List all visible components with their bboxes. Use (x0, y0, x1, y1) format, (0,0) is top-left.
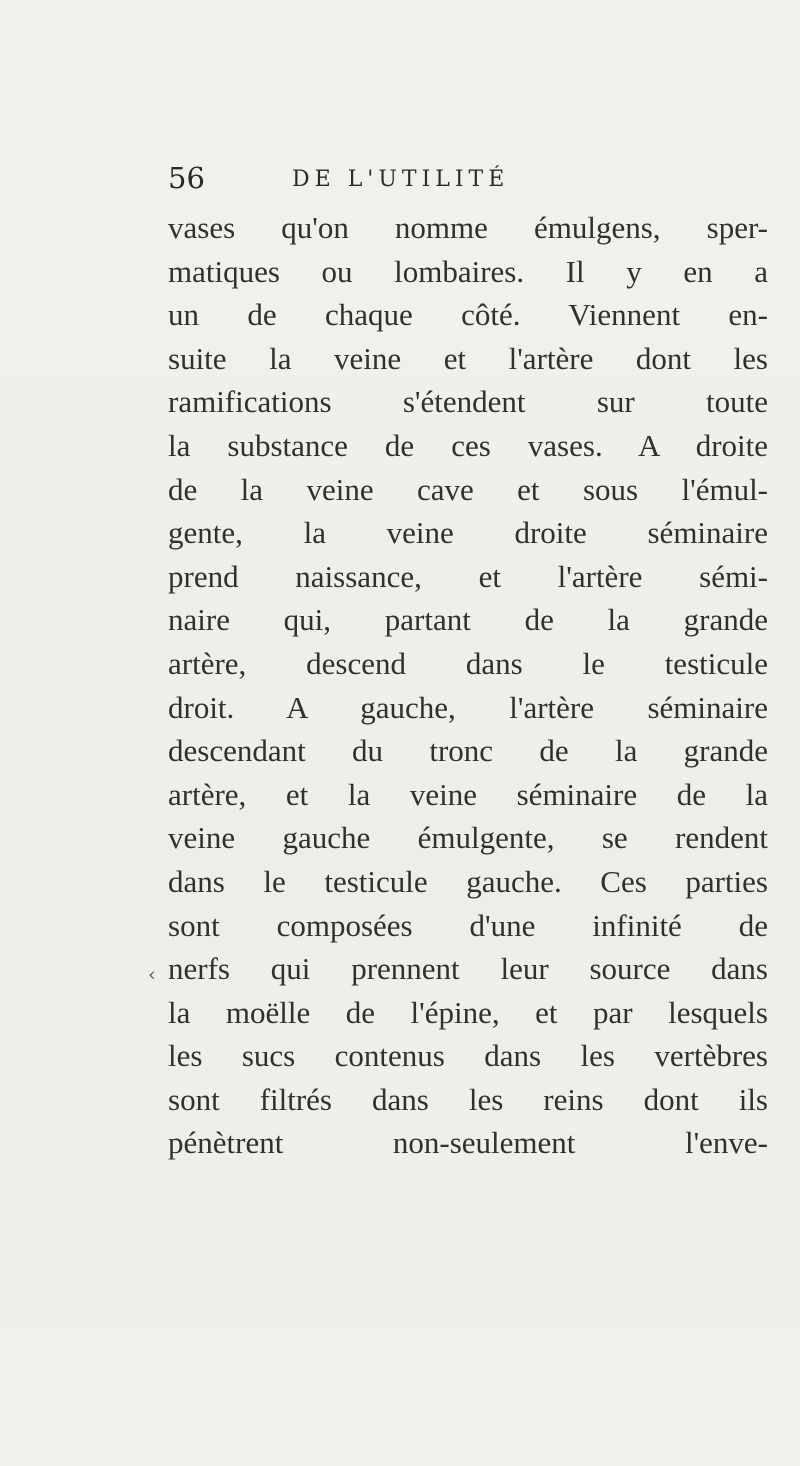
page-number: 56 (168, 161, 205, 195)
running-head: DE L'UTILITÉ (292, 167, 510, 192)
text-line: sont composées d'une infinité de (168, 907, 768, 943)
text-line: vases qu'on nomme émulgens, sper- (168, 210, 768, 245)
text-line: la substance de ces vases. A droite (168, 427, 768, 463)
text-line: de la veine cave et sous l'émul- (168, 471, 768, 507)
text-line: la moëlle de l'épine, et par lesquels (168, 994, 768, 1030)
text-line: nerfs qui prennent leur source dans (168, 951, 768, 987)
text-line: pénètrent non-seulement l'enve- (168, 1125, 768, 1161)
page-header (168, 158, 628, 198)
text-line: suite la veine et l'artère dont les (168, 340, 768, 376)
text-line: gente, la veine droite séminaire (168, 515, 768, 551)
text-line: veine gauche émulgente, se rendent (168, 820, 768, 856)
text-line: droit. A gauche, l'artère séminaire (168, 689, 768, 725)
text-line: matiques ou lombaires. Il y en a (168, 253, 768, 289)
text-line: artère, et la veine séminaire de la (168, 776, 768, 812)
text-line: naire qui, partant de la grande (168, 602, 768, 638)
text-line: artère, descend dans le testicule (168, 645, 768, 681)
text-line: sont filtrés dans les reins dont ils (168, 1081, 768, 1117)
body-text (168, 206, 788, 1165)
margin-mark: ‹ (148, 962, 156, 986)
text-line: les sucs contenus dans les vertèbres (168, 1038, 768, 1074)
text-line: dans le testicule gauche. Ces parties (168, 863, 768, 899)
text-line: ramifications s'étendent sur toute (168, 384, 768, 420)
text-line: prend naissance, et l'artère sémi- (168, 558, 768, 594)
text-line: descendant du tronc de la grande (168, 733, 768, 769)
text-line: un de chaque côté. Viennent en- (168, 297, 768, 333)
